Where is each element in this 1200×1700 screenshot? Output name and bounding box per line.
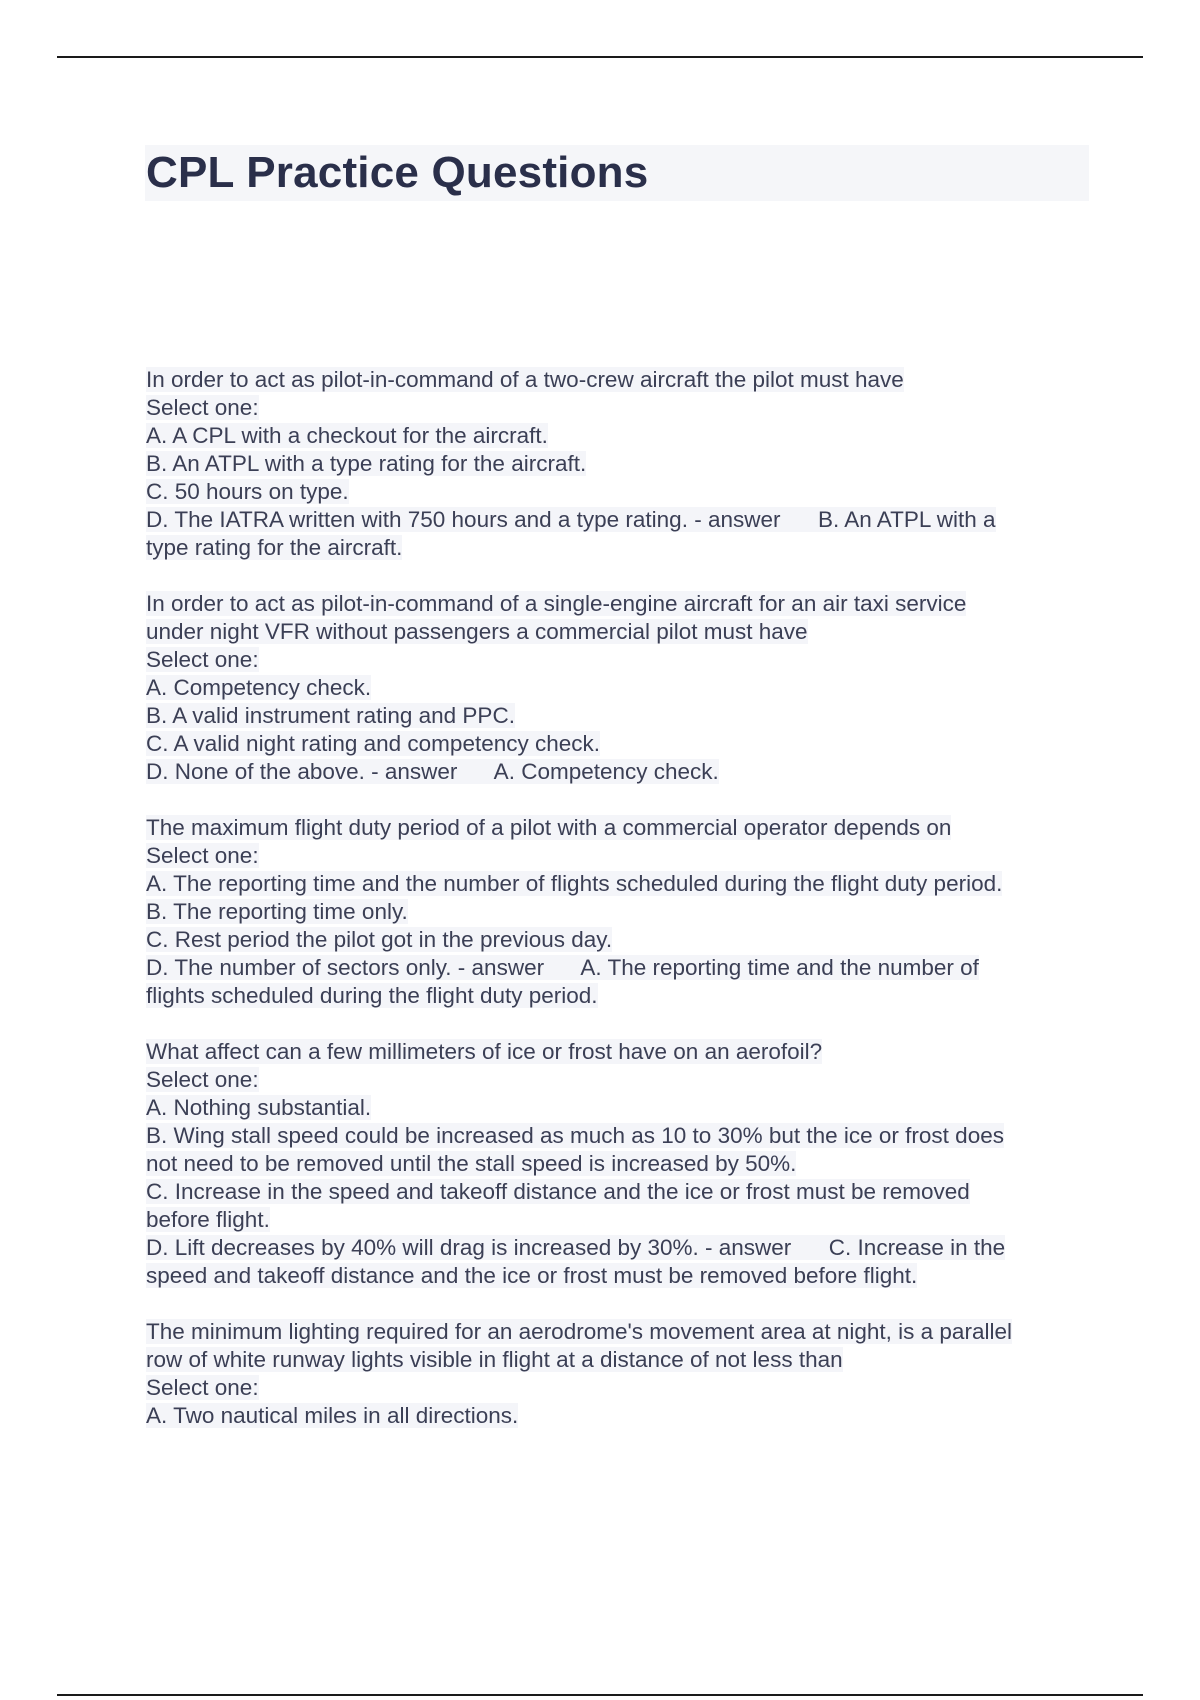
question-text-continuation: row of white runway lights visible in flight at a distance of not less than: [146, 1347, 843, 1372]
option-c: C. 50 hours on type.: [146, 479, 349, 504]
questions-section: [146, 366, 1086, 1458]
option-b: B. An ATPL with a type rating for the aircraft.: [146, 451, 587, 476]
question-text: What affect can a few millimeters of ice or frost have on an aerofoil?: [146, 1039, 823, 1064]
option-c: C. Rest period the pilot got in the previous day.: [146, 927, 613, 952]
bottom-rule: [57, 1694, 1143, 1696]
question-text-continuation: under night VFR without passengers a commercial pilot must have: [146, 619, 808, 644]
select-one-label: Select one:: [146, 1375, 259, 1400]
select-one-label: Select one:: [146, 843, 259, 868]
option-a: A. Two nautical miles in all directions.: [146, 1403, 519, 1428]
option-d-with-answer: D. None of the above. - answer A. Competency check.: [146, 759, 719, 784]
option-b: B. The reporting time only.: [146, 899, 408, 924]
answer-continuation: flights scheduled during the flight duty period.: [146, 983, 598, 1008]
answer-continuation: speed and takeoff distance and the ice or frost must be removed before flight.: [146, 1263, 918, 1288]
option-a: A. Competency check.: [146, 675, 372, 700]
option-d-with-answer: D. Lift decreases by 40% will drag is increased by 30%. - answer C. Increase in the: [146, 1235, 1006, 1260]
question-block-3: [146, 814, 1086, 1010]
question-block-5: [146, 1318, 1086, 1430]
question-block-4: [146, 1038, 1086, 1290]
option-d-with-answer: D. The number of sectors only. - answer A. The reporting time and the number of: [146, 955, 979, 980]
option-a: A. Nothing substantial.: [146, 1095, 372, 1120]
option-c-continuation: before flight.: [146, 1207, 270, 1232]
option-b: B. A valid instrument rating and PPC.: [146, 703, 515, 728]
option-c: C. Increase in the speed and takeoff distance and the ice or frost must be removed: [146, 1179, 970, 1204]
select-one-label: Select one:: [146, 1067, 259, 1092]
select-one-label: Select one:: [146, 395, 259, 420]
option-d-with-answer: D. The IATRA written with 750 hours and a type rating. - answer B. An ATPL with a: [146, 507, 996, 532]
select-one-label: Select one:: [146, 647, 259, 672]
question-text: In order to act as pilot-in-command of a two-crew aircraft the pilot must have: [146, 367, 904, 392]
question-text: The minimum lighting required for an aerodrome's movement area at night, is a parallel: [146, 1319, 1012, 1344]
option-c: C. A valid night rating and competency check.: [146, 731, 601, 756]
option-b-continuation: not need to be removed until the stall speed is increased by 50%.: [146, 1151, 797, 1176]
option-a: A. A CPL with a checkout for the aircraft.: [146, 423, 548, 448]
option-a: A. The reporting time and the number of flights scheduled during the flight duty period.: [146, 871, 1003, 896]
top-rule: [57, 56, 1143, 58]
page-title: CPL Practice Questions: [146, 148, 649, 197]
question-text: In order to act as pilot-in-command of a single-engine aircraft for an air taxi service: [146, 591, 967, 616]
question-text: The maximum flight duty period of a pilot with a commercial operator depends on: [146, 815, 952, 840]
question-block-1: [146, 366, 1086, 562]
answer-continuation: type rating for the aircraft.: [146, 535, 403, 560]
question-block-2: [146, 590, 1086, 786]
option-b: B. Wing stall speed could be increased as much as 10 to 30% but the ice or frost does: [146, 1123, 1004, 1148]
